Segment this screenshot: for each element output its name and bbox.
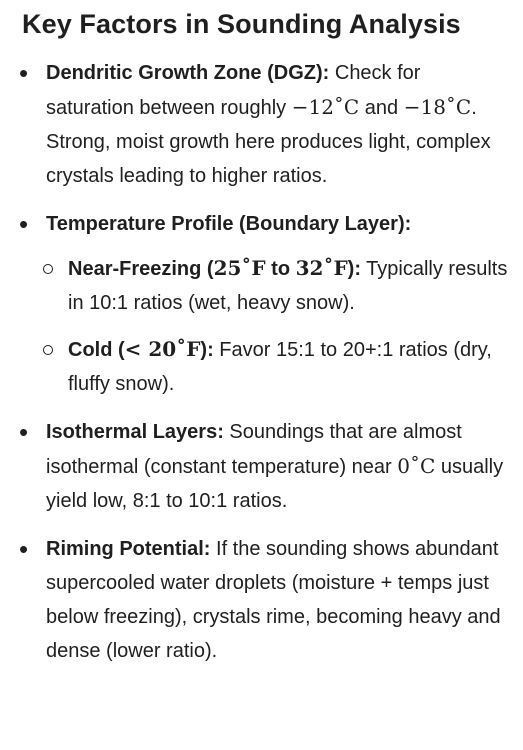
list-item-riming [22,532,509,668]
math-temperature: < 20˚F [124,337,201,361]
sub-item-text: Typically results in 10:1 ratios (wet, heavy snow). [68,258,508,314]
sub-list [46,251,509,401]
math-temperature: 25˚F [213,256,266,280]
sub-item-near-freezing [46,251,509,320]
sub-item-text: Favor 15:1 to 20+:1 ratios (dry, fluffy snow). [68,339,492,395]
sub-item-heading: Near-Freezing (25˚F to 32˚F): [68,256,361,280]
item-text: usually yield low, 8:1 to 10:1 ratios. [46,456,504,512]
factor-list [22,56,509,668]
math-temperature: 0˚C [397,454,436,478]
item-text: Check for saturation between roughly [46,62,421,119]
item-text: If the sounding shows abundant supercooled water droplets (moisture + temps just below freezing), crystals rime, becoming heavy and dense (lower ratio). [46,538,501,662]
item-heading: Temperature Profile (Boundary Layer): [46,213,412,235]
section-heading: Key Factors in Sounding Analysis [22,9,461,39]
math-temperature: 32˚F [295,256,348,280]
item-text: and [359,97,404,119]
item-heading: Dendritic Growth Zone (DGZ): [46,62,330,84]
sub-item-cold [46,332,509,401]
item-heading: Riming Potential: [46,538,211,560]
item-heading: Isothermal Layers: [46,421,224,443]
math-temperature: −18˚C [403,95,472,119]
list-item-temperature-profile [22,207,509,401]
sub-item-heading: Cold (< 20˚F): [68,337,214,361]
list-item-isothermal [22,415,509,518]
math-temperature: −12˚C [291,95,360,119]
item-text: Soundings that are almost isothermal (constant temperature) near [46,421,462,478]
item-text: . Strong, moist growth here produces light, complex crystals leading to higher ratios. [46,97,491,187]
list-item-dgz [22,56,509,193]
